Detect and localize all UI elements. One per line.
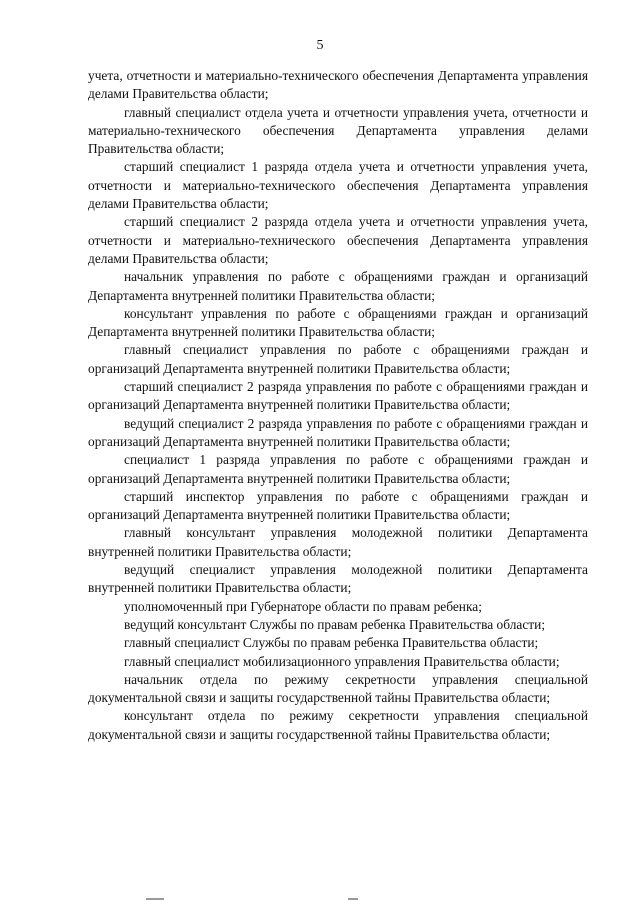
paragraph: ведущий специалист управления молодежной политики Департамента внутренней политики Правительства области; [88,562,588,596]
paragraph: старший инспектор управления по работе с обращениями граждан и организаций Департамента внутренней политики Правительства области; [88,488,588,523]
page-number: 5 [316,38,324,53]
paragraph: главный специалист управления по работе с обращениями граждан и организаций Департамента внутренней политики Правительства области; [88,342,588,376]
paragraph: главный консультант управления молодежной политики Департамента внутренней политики Правительства области; [88,525,588,559]
paragraph: начальник отдела по режиму секретности управления специальной документальной связи и защиты государственной тайны Правительства области; [88,671,588,706]
paragraph: специалист 1 разряда управления по работе с обращениями граждан и организаций Департамента внутренней политики Правительства области; [88,452,588,486]
paragraph: консультант отдела по режиму секретности управления специальной документальной связи и защиты государственной тайны Правительства области; [88,708,588,742]
paragraph: главный специалист мобилизационного управления Правительства области; [124,653,560,669]
paragraph: уполномоченный при Губернаторе области по правам ребенка; [124,598,482,614]
paragraph: старший специалист 1 разряда отдела учета и отчетности управления учета, отчетности и материально-технического обеспечения Департамента управления делами Правительства области; [88,159,588,212]
paragraph: старший специалист 2 разряда управления по работе с обращениями граждан и организаций Департамента внутренней политики Правительства области; [88,379,588,413]
paragraph: начальник управления по работе с обращениями граждан и организаций Департамента внутренней политики Правительства области; [88,269,588,303]
paragraph: главный специалист Службы по правам ребенка Правительства области; [124,635,539,651]
paragraph: старший специалист 2 разряда отдела учета и отчетности управления учета, отчетности и материально-технического обеспечения Департамента управления делами Правительства области; [88,214,588,266]
scan-artifact [348,898,358,900]
paragraph: ведущий специалист 2 разряда управления по работе с обращениями граждан и организаций Департамента внутренней политики Правительства области; [88,415,588,449]
paragraph: главный специалист отдела учета и отчетности управления учета, отчетности и материально-технического обеспечения Департамента управления делами Правительства области; [88,104,588,157]
paragraph: ведущий консультант Службы по правам ребенка Правительства области; [124,616,546,632]
paragraph: консультант управления по работе с обращениями граждан и организаций Департамента внутренней политики Правительства области; [88,305,588,340]
document-body [88,67,588,744]
paragraph: учета, отчетности и материально-технического обеспечения Департамента управления делами Правительства области; [88,68,588,102]
scan-artifact [146,898,164,900]
